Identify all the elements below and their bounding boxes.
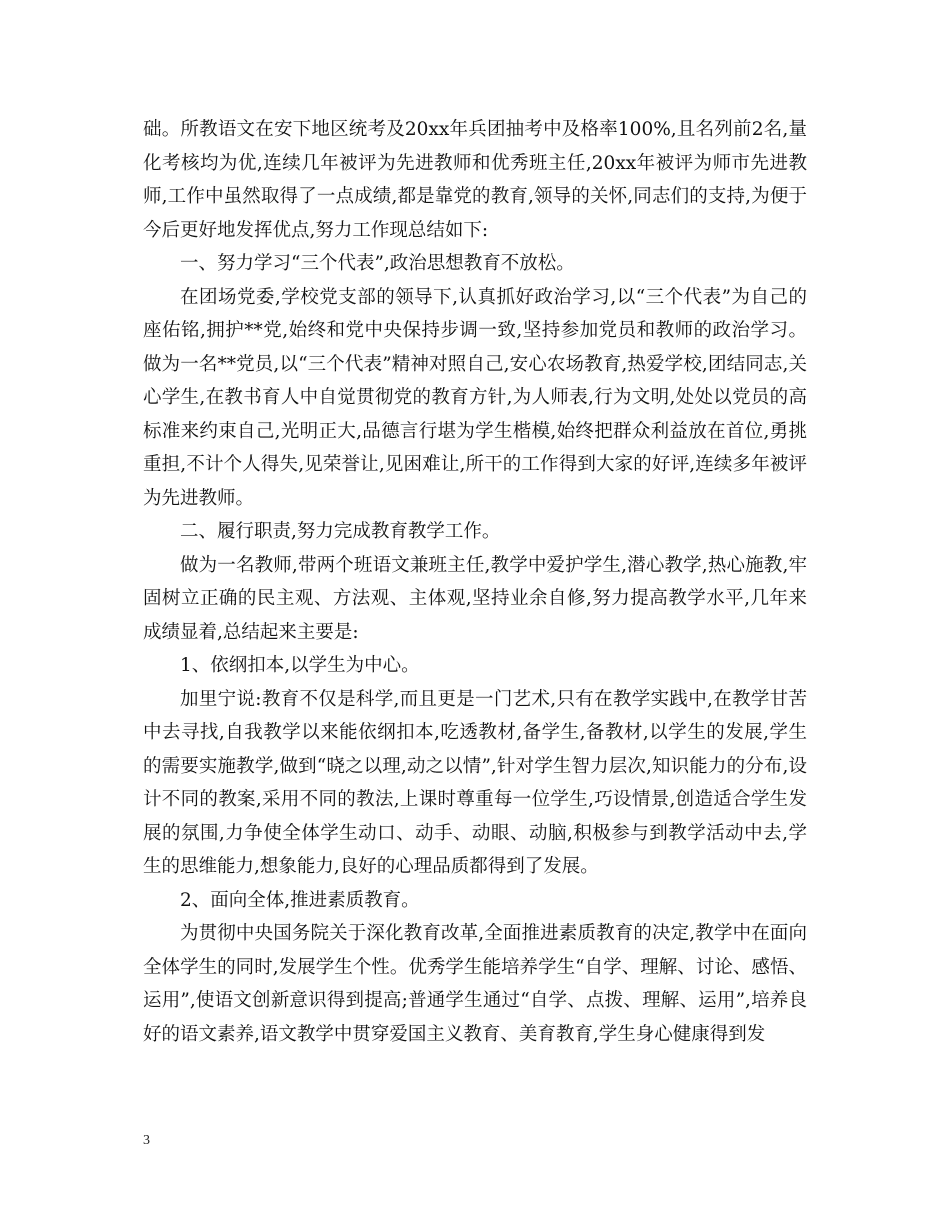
paragraph-5: 为贯彻中央国务院关于深化教育改革,全面推进素质教育的决定,教学中在面向全体学生的同时,发展学生个性。优秀学生能培养学生“自学、理解、讨论、感悟、运用”,使语文创新意识得到提高;普通学生通过“自学、点拨、理解、运用”,培养良好的语文素养,语文教学中贯穿爱国主义教育、美育教育,学生身心健康得到发 (143, 923, 807, 1045)
section-heading-2: 二、履行职责,努力完成教育教学工作。 (180, 521, 501, 542)
page-number: 3 (143, 1133, 150, 1148)
paragraph-1: 础。所教语文在安下地区统考及20xx年兵团抽考中及格率100%,且名列前2名,量化考核均为优,连续几年被评为先进教师和优秀班主任,20xx年被评为师市先进教师,工作中虽然取得了一点成绩,都是靠党的教育,领导的关怀,同志们的支持,为便于今后更好地发挥优点,努力工作现总结如下: (143, 119, 807, 241)
section-heading-1: 一、努力学习“三个代表”,政治思想教育不放松。 (180, 253, 575, 274)
paragraph-3: 做为一名教师,带两个班语文兼班主任,教学中爱护学生,潜心教学,热心施教,牢固树立正确的民主观、方法观、主体观,坚持业余自修,努力提高教学水平,几年来成绩显着,总结起来主要是: (143, 554, 807, 643)
subsection-heading-1: 1、依纲扣本,以学生为中心。 (180, 655, 420, 676)
paragraph-2: 在团场党委,学校党支部的领导下,认真抓好政治学习,以“三个代表”为自己的座佑铭,拥护**党,始终和党中央保持步调一致,坚持参加党员和教师的政治学习。做为一名**党员,以“三个代表”精神对照自己,安心农场教育,热爱学校,团结同志,关心学生,在教书育人中自觉贯彻党的教育方针,为人师表,行为文明,处处以党员的高标准来约束自己,光明正大,品德言行堪为学生楷模,始终把群众利益放在首位,勇挑重担,不计个人得失,见荣誉让,见困难让,所干的工作得到大家的好评,连续多年被评为先进教师。 (143, 286, 807, 509)
document-body (143, 113, 807, 1051)
paragraph-4: 加里宁说:教育不仅是科学,而且更是一门艺术,只有在教学实践中,在教学甘苦中去寻找,自我教学以来能依纲扣本,吃透教材,备学生,备教材,以学生的发展,学生的需要实施教学,做到“晓之以理,动之以情”,针对学生智力层次,知识能力的分布,设计不同的教案,采用不同的教法,上课时尊重每一位学生,巧设情景,创造适合学生发展的氛围,力争使全体学生动口、动手、动眼、动脑,积极参与到教学活动中去,学生的思维能力,想象能力,良好的心理品质都得到了发展。 (143, 688, 807, 877)
subsection-heading-2: 2、面向全体,推进素质教育。 (180, 889, 420, 911)
